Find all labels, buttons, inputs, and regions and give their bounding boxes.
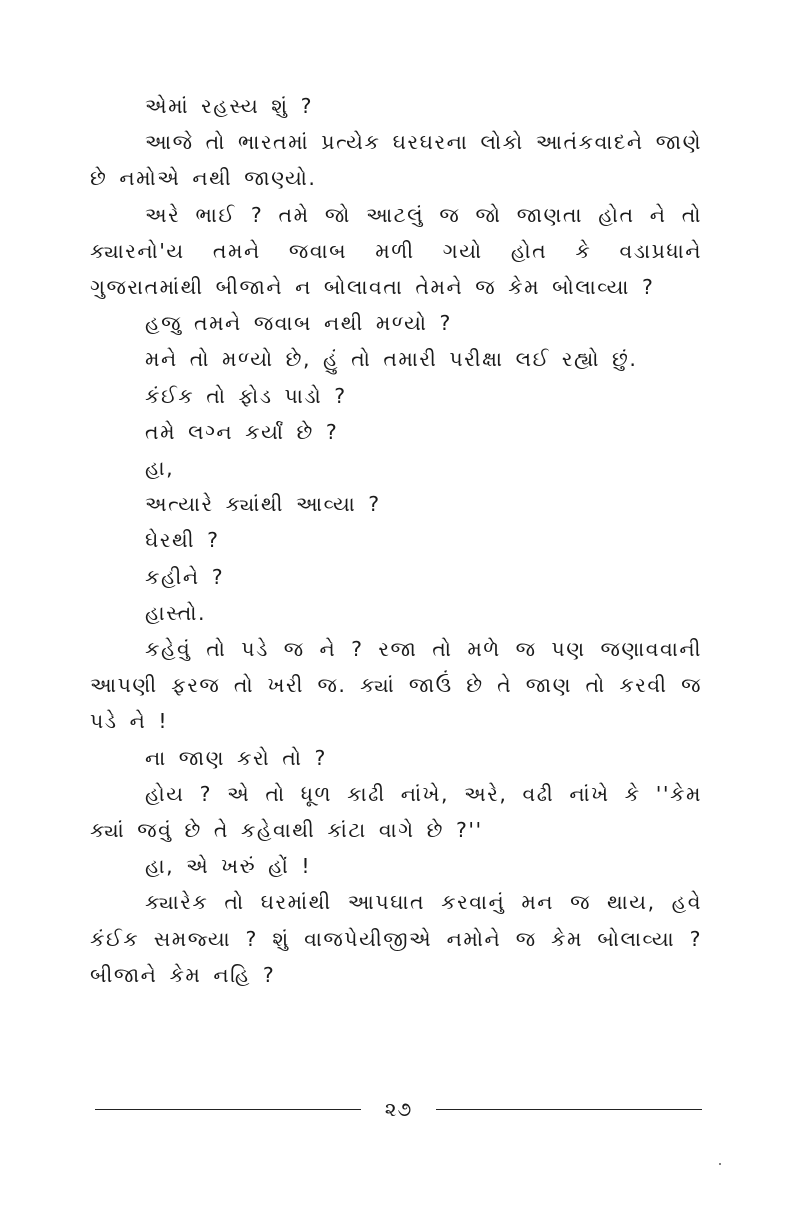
paragraph: મને તો મળ્યો છે, હું તો તમારી પરીક્ષા લઈ રહ્યો છું.: [145, 347, 638, 372]
footer-rule-right: [436, 1109, 702, 1110]
paragraph: હા, એ ખરું હોં !: [145, 854, 312, 879]
paragraph: હાસ્તો.: [145, 600, 206, 625]
body-text: [90, 88, 702, 993]
paragraph: હજુ તમને જવાબ નથી મળ્યો ?: [145, 311, 452, 336]
paragraph: કંઈક તો ફોડ પાડો ?: [145, 383, 347, 408]
paragraph: કહેવું તો પડે જ ને ? રજા તો મળે જ પણ જણાવવાની આપણી ફરજ તો ખરી જ. ક્યાં જાઉં છે તે જાણ તો કરવી જ પડે ને !: [90, 637, 702, 734]
paragraph: અત્યારે ક્યાંથી આવ્યા ?: [145, 492, 381, 517]
paragraph: હા,: [145, 456, 175, 481]
paragraph: આજે તો ભારતમાં પ્રત્યેક ઘરઘરના લોકો આતંકવાદને જાણે છે નમોએ નથી જાણ્યો.: [90, 130, 702, 191]
paragraph: ના જાણ કરો તો ?: [145, 745, 327, 770]
footer-rule-left: [95, 1109, 361, 1110]
paragraph: એમાં રહસ્ય શું ?: [145, 94, 313, 118]
paragraph: અરે ભાઈ ? તમે જો આટલું જ જો જાણતા હોત ને તો ક્યારનો'ય તમને જવાબ મળી ગયો હોત કે વડાપ્રધાને ગુજરાતમાંથી બીજાને ન બોલાવતા તેમને જ કેમ બોલાવ્યા ?: [90, 202, 702, 300]
paragraph: ક્યારેક તો ઘરમાંથી આપઘાત કરવાનું મન જ થાય, હવે કંઈક સમજ્યા ? શું વાજપેયીજીએ નમોને જ કેમ બોલાવ્યા ? બીજાને કેમ નહિ ?: [90, 890, 702, 987]
paragraph: ઘેરથી ?: [145, 528, 220, 553]
page-footer: [95, 1098, 702, 1120]
page-number: ૨૭: [384, 1097, 413, 1121]
scan-speck: [719, 1163, 721, 1165]
paragraph: તમે લગ્ન કર્યાં છે ?: [145, 419, 339, 444]
paragraph: હોય ? એ તો ધૂળ કાઢી નાંખે, અરે, વઢી નાંખે કે ''કેમ ક્યાં જવું છે તે કહેવાથી કાંટા વાગે છે ?'': [90, 781, 702, 843]
paragraph: કહીને ?: [145, 564, 225, 589]
